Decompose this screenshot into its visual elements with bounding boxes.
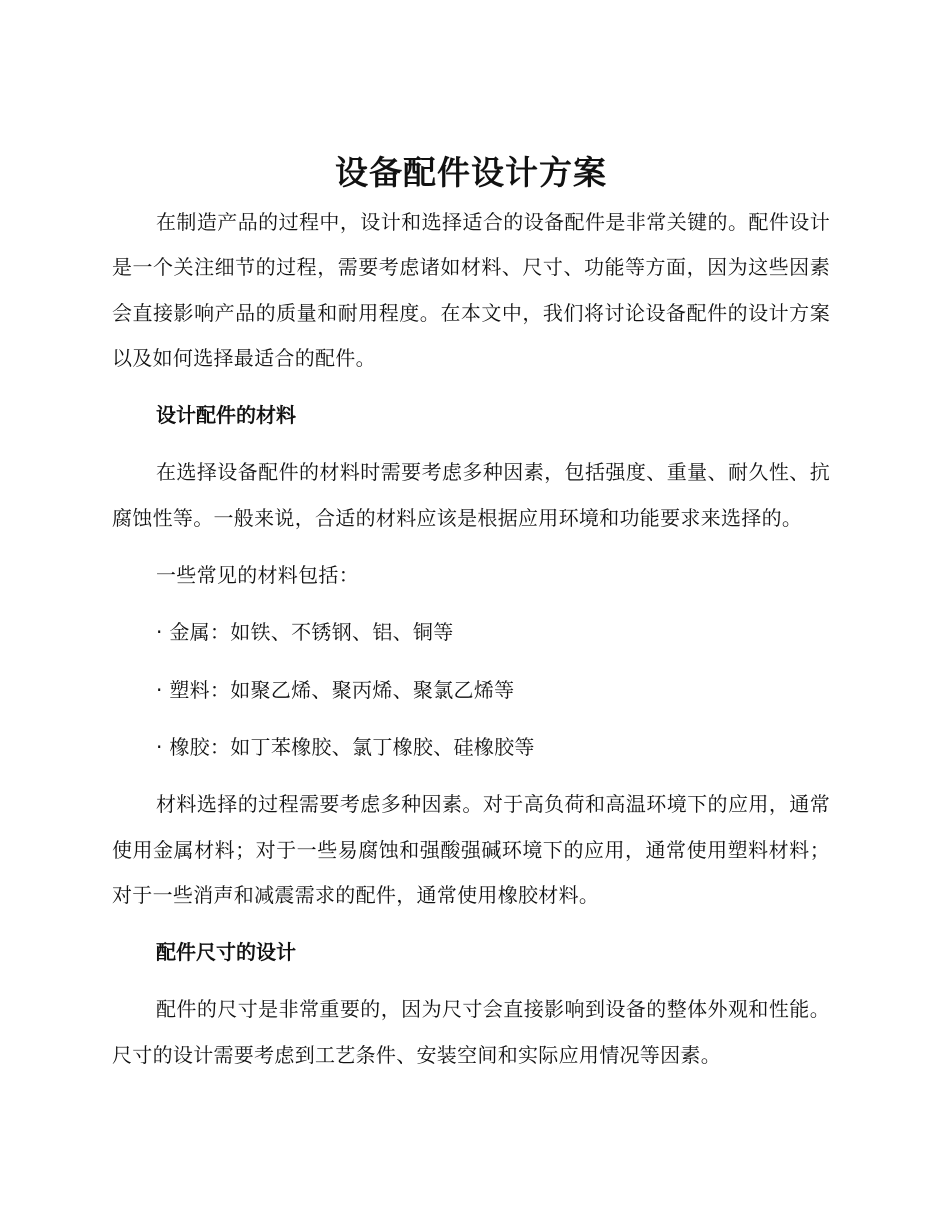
document-title: 设备配件设计方案 — [335, 153, 607, 192]
materials-paragraph: 在选择设备配件的材料时需要考虑多种因素，包括强度、重量、耐久性、抗腐蚀性等。一般来说，合适的材料应该是根据应用环境和功能要求来选择的。 — [112, 460, 830, 530]
list-item-metal: · 金属：如铁、不锈钢、铝、铜等 — [156, 620, 454, 645]
list-item-rubber: · 橡胶：如丁苯橡胶、氯丁橡胶、硅橡胶等 — [156, 734, 535, 759]
materials-list-intro: 一些常见的材料包括： — [156, 563, 359, 588]
dimensions-paragraph: 配件的尺寸是非常重要的，因为尺寸会直接影响到设备的整体外观和性能。尺寸的设计需要考虑到工艺条件、安装空间和实际应用情况等因素。 — [112, 997, 830, 1067]
intro-paragraph: 在制造产品的过程中，设计和选择适合的设备配件是非常关键的。配件设计是一个关注细节的过程，需要考虑诸如材料、尺寸、功能等方面，因为这些因素会直接影响产品的质量和耐用程度。在本文中，我们将讨论设备配件的设计方案以及如何选择最适合的配件。 — [112, 210, 830, 370]
document-page — [112, 148, 830, 1090]
section-heading-dimensions: 配件尺寸的设计 — [156, 940, 296, 965]
list-item-plastic: · 塑料：如聚乙烯、聚丙烯、聚氯乙烯等 — [156, 677, 515, 702]
section-heading-materials: 设计配件的材料 — [156, 403, 296, 428]
materials-selection-paragraph: 材料选择的过程需要考虑多种因素。对于高负荷和高温环境下的应用，通常使用金属材料；对于一些易腐蚀和强酸强碱环境下的应用，通常使用塑料材料；对于一些消声和减震需求的配件，通常使用橡胶材料。 — [112, 792, 830, 907]
